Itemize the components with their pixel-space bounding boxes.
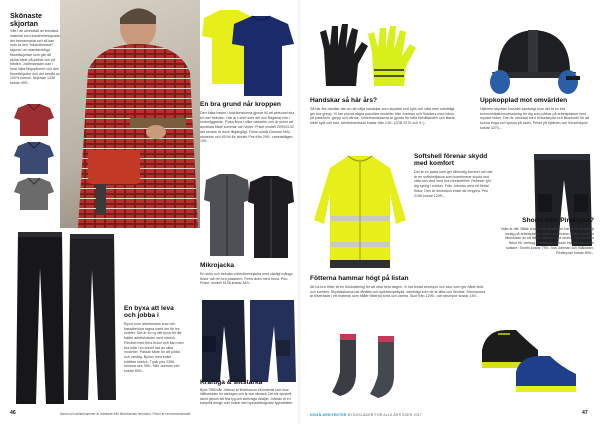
article-body: Så här års handlar det om att välja handskar som skyddar mot kyla och väta men samtidigt ger bra grepp. Vi har provat några populära modeller från Jobman och Snickers med fokus på passform, grepp och värme. Vinterhandskarna är gjorda för tuffa förhållanden och klarar både kyla och fukt. Arbetshandskar kostar från 149:- (JOB 2070 och 9:-). <box>310 106 455 126</box>
article-body: Vått i alt utvecklad av tekniska material som insiderrdesignade det bemannasta och så kan man ta den "bästvärmaste" skjorta i en standardoliga flanellskjortan som går att sköta både på jobbet och på fritiden. Jobbmansam kan i hela olika färgoptioner och den flanellskjortor och det består av 100% bomull. Skjortan 1336 kostar 499:-. <box>10 29 60 86</box>
article-softshell <box>414 154 496 198</box>
helmet-image <box>478 22 588 100</box>
article-title: En byxa att leva och jobba i <box>124 305 174 319</box>
article-title: Handskar så här års? <box>310 97 378 104</box>
article-kraftiga-slitstarka <box>200 380 296 405</box>
article-body: Byxor som arbetsmans krav och basalbehövs tagna hand om för tre kvarter. Det är en ny lätt byxa för lite bättre arbetshandel med stretch. Flexibel med flera fickor och kan med bra sitta i en bredd rad av olika modeller. Passar både för att jobba och vardag. Byxan med enkel tvättbar stretch. Tryck pris 2398, hemma ses 399:- från Jobman och kostar 899:-. <box>124 321 184 374</box>
footer-brand <box>310 413 422 417</box>
microfleece-jackets-image <box>198 170 298 260</box>
page-fold <box>298 0 302 424</box>
footer-brand-a: NIVAN ARKITEKTER <box>310 413 347 417</box>
article-bra-grund <box>200 102 296 144</box>
article-title: Uppkopplad mot omvärlden <box>480 97 568 104</box>
hivis-softshell-jacket-image <box>310 150 410 274</box>
shirt-variants <box>12 104 56 212</box>
tshirts-image <box>198 4 298 98</box>
article-handskar <box>310 98 458 126</box>
page-number: 47 <box>582 410 588 416</box>
footer-brand-b: BYGGKLÄDER FÖR ALLA ÅRSTIDER 2017 <box>347 413 422 417</box>
article-body: Att ha bra fötter är en förutsättning för att orka hela dagen. Vi har testat strumpor och skor som ger både stöd och komfort. Skyddsskorna har tåhätta och spiktrampskydd, samtidigt som de är lätta och flexibla. Strumporna är tillverkade i ett material som håller fötterna torra och varma. Skor från 1295:- och strumpor kostar 149:-. <box>310 284 486 299</box>
shirt-variant-grey <box>14 178 54 210</box>
article-title: Kraftiga & slitstarka <box>200 379 263 386</box>
right-page <box>300 0 600 424</box>
black-trousers-image <box>12 228 120 404</box>
article-byxa-att-leva <box>124 306 184 374</box>
article-body: Det är en jacka som ger tålmodig komfort och det är en softshelljacka som kombinerar skydd mot väta och vind med bra rörelsefrihet. Reflexer gör dig synlig i mörker. Från Jobman med ett flertal fickor. Den är dessutom enkel att rengöra. Pris 2196 kostar 1299:-. <box>414 169 493 198</box>
article-body: Valet är ditt. Både shorts och piratbyxor har blivit ett vanligt inslag på arbetsplatser under sommaren. Våra shorts är tillverkade av ett tåligt material med stretch och har flera fickor för verktyg. Piratbyxan passar bra när det är lite svalare. Shorts kostar 799:- hos Jobman och Blåkläder, Piratbyxan kostar 899:-. <box>500 226 594 255</box>
shirt-variant-red <box>14 104 54 136</box>
article-title: En bra grund når kroppen <box>200 101 281 108</box>
article-title: Shorts eller Piratbyxa? <box>522 217 594 224</box>
shirt-variant-navy <box>14 142 54 174</box>
page-footnote: Namn och artikelnummer är hämtade från tillverkarnas hemsidor. Priser är rekommenderade. <box>60 412 192 416</box>
article-body: Byxa 7565 från Jobman är tillverkad av ett material som ökar hållbarheten för vardagen och är mer slitstark. Det blir speciellt skönt genom sitt fina tyg och stretchiga detaljer. Jobman är en komplett design som kostar med specialdesignade tygkvaliteter. <box>200 387 294 405</box>
article-body: Hjälmen skyddar huvudet samtidigt som det är en bra kommunikationsutrustning för dig som jobbar på arbetsplatser med mycket buller. Den är utrustad med hörselskydd och Bluetooth för att kunna ringa och lyssna på radio. Priset på hjälmen och hörselskydd kostar 3275:-. <box>480 106 590 130</box>
gloves-image <box>310 20 440 90</box>
flannel-shirt-photo <box>60 0 200 228</box>
article-skonaste-skjortan <box>10 12 60 86</box>
article-title: Mikrojacka <box>200 262 235 269</box>
article-shorts <box>498 218 594 255</box>
article-fotterna <box>310 276 488 299</box>
article-title: Skönaste skjortan <box>10 11 42 28</box>
socks-image <box>330 330 420 404</box>
article-mikrojacka <box>200 263 296 286</box>
navy-work-trousers-image <box>198 296 298 382</box>
article-title: Softshell förenar skydd med komfort <box>414 153 488 167</box>
article-body: Den fukta basen i funktionskorna gjorde till att personal ska bli mer bekväm. Här är t-shirt som det och Baganat inte i underliggande. Fluka finns i olika varianter och är skönt att använda både sommar och vinter. Priset modell 2099/2132 det senare är dock tillgängligt. Finns också Cinnose MAL storlekar och 65:94 för storlek Pris från 299:- varieratlägen 199:-. <box>200 110 295 144</box>
article-uppkopplad <box>480 98 590 131</box>
article-title: Fötterna hammar högt på listan <box>310 275 409 282</box>
page-number: 46 <box>10 410 16 416</box>
safety-shoes-image <box>476 310 596 402</box>
article-body: En skön och bekväm mikrofleecejacka med väldigt många fickor och en bra passform. Finns även med huva. Pris: Priset: modell 5108 kostar 849:-. <box>200 271 293 286</box>
